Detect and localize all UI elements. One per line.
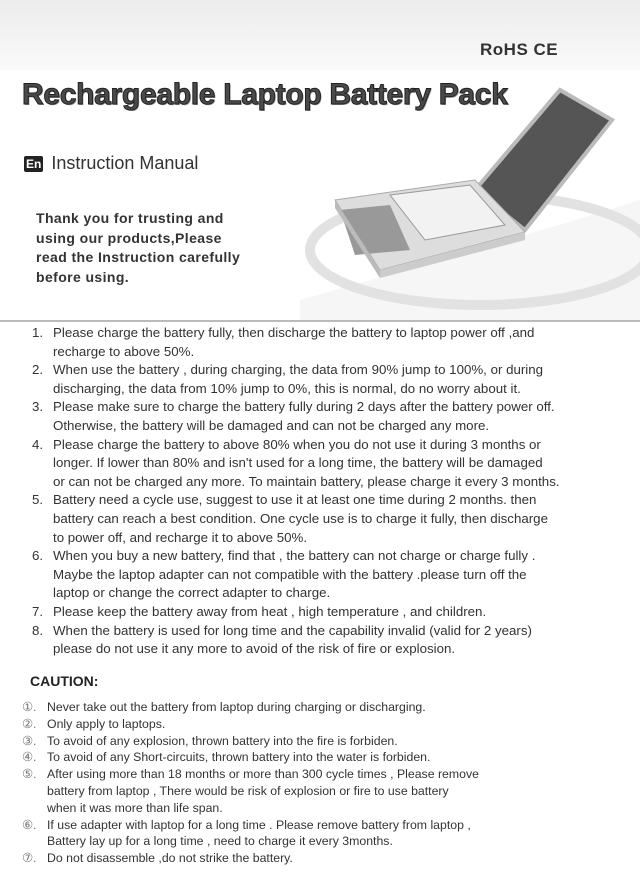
item-line: Never take out the battery from laptop during charging or discharging. <box>47 700 426 714</box>
thanks-line: read the Instruction carefully <box>36 249 241 265</box>
list-item <box>22 749 479 766</box>
instructions-list <box>32 324 560 659</box>
list-item <box>22 733 479 750</box>
item-number: 4. <box>32 436 44 452</box>
manual-subtitle <box>24 153 198 174</box>
caution-list <box>22 699 479 867</box>
subtitle-text: Instruction Manual <box>51 153 199 173</box>
item-text <box>53 547 535 603</box>
item-line: Do not disassemble ,do not strike the battery. <box>47 851 293 866</box>
item-line: Please charge the battery to above 80% when you do not use it during 3 months or <box>53 436 541 452</box>
item-line: battery from laptop , There would be risk of explosion or fire to use battery <box>47 783 449 798</box>
item-line: discharging, the data from 10% jump to 0%, this is normal, do no worry about it. <box>53 380 521 396</box>
item-line: Otherwise, the battery will be damaged and can not be charged any more. <box>53 417 490 433</box>
item-text <box>53 436 560 492</box>
item-line: when it was more than life span. <box>47 800 223 815</box>
list-item <box>32 547 560 603</box>
item-line: Maybe the laptop adapter can not compatible with the battery .please turn off the <box>53 566 527 582</box>
compliance-marks: RoHS CE <box>480 40 559 59</box>
item-number: ⑥. <box>22 817 37 832</box>
item-line: laptop or change the correct adapter to charge. <box>53 585 331 601</box>
item-number: 8. <box>32 622 44 638</box>
thank-you-note <box>36 209 240 287</box>
caution-heading: CAUTION: <box>30 673 99 689</box>
item-number: 2. <box>32 362 44 378</box>
item-text <box>47 766 479 816</box>
list-item <box>32 491 560 547</box>
item-line: Battery lay up for a long time , need to charge it every 3months. <box>47 834 393 849</box>
item-line: To avoid of any Short-circuits, thrown battery into the water is forbiden. <box>47 750 431 765</box>
item-number: 3. <box>32 399 44 415</box>
item-line: When the battery is used for long time and the capability invalid (valid for 2 years) <box>53 622 532 638</box>
section-divider <box>0 320 640 322</box>
item-number: 5. <box>32 492 44 508</box>
list-item <box>22 716 479 733</box>
item-text <box>47 817 471 851</box>
item-text <box>47 733 398 750</box>
item-number: 1. <box>32 325 44 340</box>
item-line: Please charge the battery fully, then discharge the battery to laptop power off ,and <box>53 325 535 340</box>
item-text <box>47 699 426 716</box>
item-line: Only apply to laptops. <box>47 716 166 731</box>
item-number: ⑤. <box>22 767 37 782</box>
item-text <box>47 716 165 733</box>
item-text <box>53 622 532 659</box>
item-line: Please make sure to charge the battery fully during 2 days after the battery power off. <box>53 399 555 415</box>
item-line: Please keep the battery away from heat , high temperature , and children. <box>53 603 487 619</box>
list-item <box>32 603 560 622</box>
item-line: or can not be charged any more. To maintain battery, please charge it every 3 months. <box>53 473 560 489</box>
item-line: When you buy a new battery, find that , the battery can not charge or charge fully . <box>53 548 536 564</box>
item-number: ④. <box>22 750 37 765</box>
document-title: Rechargeable Laptop Battery Pack <box>22 78 508 111</box>
list-item <box>32 324 560 361</box>
list-item <box>22 766 479 816</box>
list-item <box>22 699 479 716</box>
item-number: ①. <box>22 700 37 714</box>
item-text <box>47 850 293 867</box>
list-item <box>32 622 560 659</box>
list-item <box>22 817 479 851</box>
item-line: Battery need a cycle use, suggest to use it at least one time during 2 months. then <box>53 492 537 508</box>
item-line: When use the battery , during charging, the data from 90% jump to 100%, or during <box>53 362 544 378</box>
item-line: battery can reach a best condition. One cycle use is to charge it fully, then discharge <box>53 510 548 526</box>
item-line: If use adapter with laptop for a long time . Please remove battery from laptop , <box>47 817 471 832</box>
list-item <box>32 436 560 492</box>
item-line: recharge to above 50%. <box>53 343 195 359</box>
laptop-illustration <box>300 60 630 290</box>
thanks-line: using our products,Please <box>36 229 222 246</box>
item-text <box>53 603 486 622</box>
item-line: to power off, and recharge it to above 50%. <box>53 529 308 545</box>
thanks-line: before using. <box>36 268 130 285</box>
list-item <box>22 850 479 867</box>
item-number: ⑦. <box>22 851 37 866</box>
item-line: please do not use it any more to avoid of the risk of fire or explosion. <box>53 641 456 657</box>
item-text <box>53 491 548 547</box>
item-line: After using more than 18 months or more than 300 cycle times , Please remove <box>47 767 479 782</box>
item-text <box>53 398 555 435</box>
item-number: 6. <box>32 548 44 564</box>
item-line: longer. If lower than 80% and isn't used for a long time, the battery will be damaged <box>53 455 543 471</box>
thanks-line: Thank you for trusting and <box>36 210 224 226</box>
item-text <box>47 749 430 766</box>
item-number: ②. <box>22 716 37 731</box>
list-item <box>32 361 560 398</box>
language-badge: En <box>26 156 42 171</box>
item-number: 7. <box>32 603 44 619</box>
item-text <box>53 324 534 361</box>
item-text <box>53 361 543 398</box>
item-number: ③. <box>22 733 37 748</box>
list-item <box>32 398 560 435</box>
item-line: To avoid of any explosion, thrown battery into the fire is forbiden. <box>47 733 398 748</box>
